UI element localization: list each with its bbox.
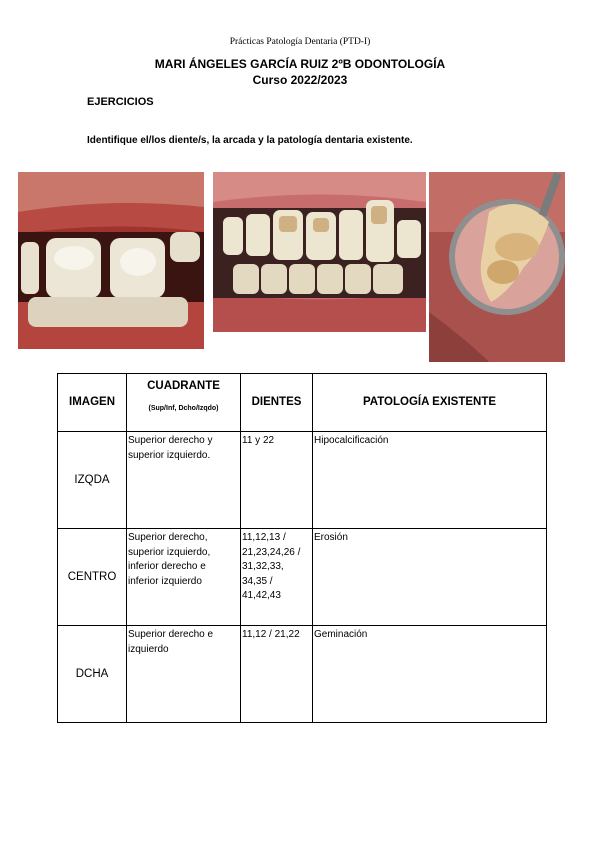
cell-patologia: Erosión: [313, 529, 547, 626]
cell-patologia: Hipocalcificación: [313, 432, 547, 529]
year-line: Curso 2022/2023: [252, 73, 348, 87]
cell-cuadrante: Superior derecho, superior izquierdo, inferior derecho e inferior izquierdo: [127, 529, 241, 626]
cell-imagen: CENTRO: [58, 529, 127, 626]
table-header-row: [58, 374, 547, 432]
header-patologia: PATOLOGÍA EXISTENTE: [313, 374, 547, 432]
author-line: MARI ÁNGELES GARCÍA RUIZ 2ºB ODONTOLOGÍA: [154, 57, 446, 71]
cell-cuadrante: Superior derecho e izquierdo: [127, 626, 241, 723]
cell-dientes: 11,12 / 21,22: [241, 626, 313, 723]
table-row: [58, 626, 547, 723]
instruction-text: Identifique el/los diente/s, la arcada y la patología dentaria existente.: [87, 135, 413, 146]
table-row: [58, 529, 547, 626]
cell-dientes: 11,12,13 / 21,23,24,26 / 31,32,33, 34,35 / 41,42,43: [241, 529, 313, 626]
header-imagen: IMAGEN: [58, 374, 127, 432]
photo-right-mirror: [429, 172, 565, 362]
table-row: [58, 432, 547, 529]
header-cuadrante-subtitle: (Sup/Inf, Dcho/Izqdo): [148, 404, 219, 412]
cell-cuadrante: Superior derecho y superior izquierdo.: [127, 432, 241, 529]
cell-patologia: Geminación: [313, 626, 547, 723]
header-cuadrante-label: CUADRANTE: [147, 380, 220, 392]
cell-imagen: IZQDA: [58, 432, 127, 529]
cell-imagen: DCHA: [58, 626, 127, 723]
course-header: Prácticas Patología Dentaria (PTD-I): [229, 37, 371, 47]
section-title: EJERCICIOS: [87, 96, 154, 108]
photo-center-teeth: [213, 172, 426, 332]
header-dientes: DIENTES: [241, 374, 313, 432]
document-title: [0, 56, 600, 88]
header-cuadrante: [127, 374, 241, 432]
findings-table: [57, 373, 547, 723]
cell-dientes: 11 y 22: [241, 432, 313, 529]
photo-left-teeth: [18, 172, 204, 349]
